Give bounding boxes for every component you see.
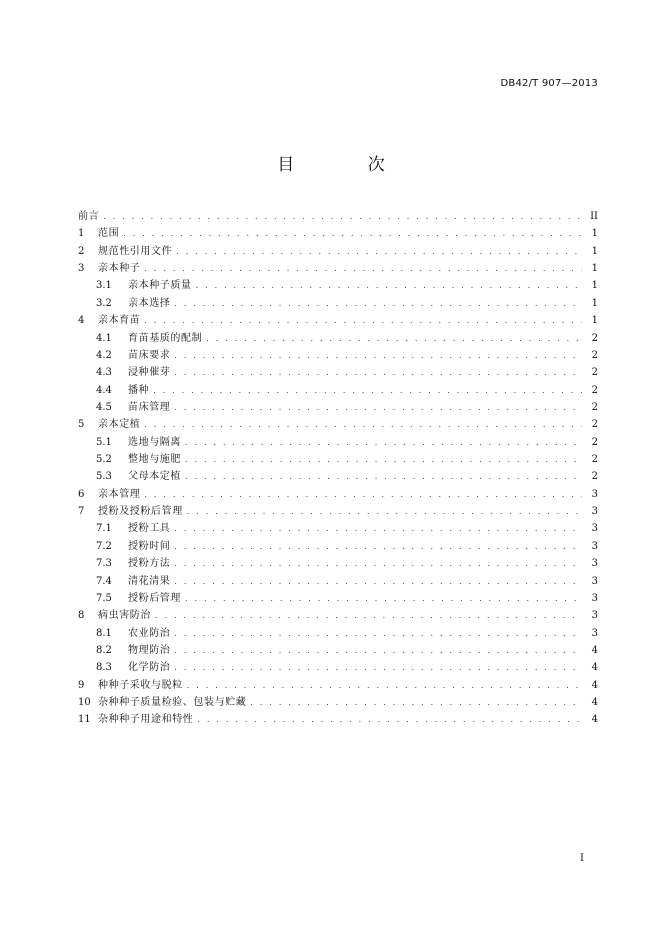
toc-entry-label: 亲本选择 [128, 297, 171, 309]
toc-leader-dots [187, 677, 582, 694]
toc-entry[interactable] [78, 607, 598, 624]
toc-leader-dots [197, 711, 582, 728]
toc-entry-number: 7.5 [96, 592, 112, 604]
toc-entry-number: 11 [78, 714, 91, 726]
toc-entry-page: II [590, 211, 598, 222]
toc-leader-dots [144, 416, 582, 433]
toc-title: 目 次 [277, 155, 419, 175]
toc-entry-page: 4 [591, 679, 598, 691]
toc-entry-label: 种种子采收与脱粒 [98, 679, 183, 691]
toc-entry-page: 2 [591, 454, 598, 466]
toc-entry[interactable] [78, 468, 598, 485]
toc-entry-label: 范围 [98, 228, 120, 240]
toc-entry-number: 8.2 [96, 644, 112, 656]
toc-entry-number: 4.2 [96, 349, 112, 361]
toc-entry-page: 1 [591, 228, 598, 240]
toc-entry-label: 亲本种子质量 [128, 280, 192, 292]
toc-entry-page: 3 [591, 488, 598, 500]
toc-entry-label: 授粉方法 [128, 558, 171, 570]
toc-entry-number: 4.5 [96, 401, 112, 413]
toc-leader-dots [206, 330, 582, 347]
toc-entry-label: 杂种种子质量检验、包装与贮藏 [98, 697, 247, 709]
toc-entry-label: 亲本定植 [98, 419, 141, 431]
toc-entry-label: 浸种催芽 [128, 367, 171, 379]
toc-entry-label: 育苗基质的配制 [128, 332, 203, 344]
toc-entry-number: 3.1 [96, 280, 112, 292]
toc-leader-dots [153, 382, 582, 399]
table-of-contents [78, 208, 598, 729]
toc-entry-label: 整地与施肥 [128, 454, 181, 466]
toc-entry-label: 化学防治 [128, 662, 171, 674]
toc-entry[interactable] [78, 486, 598, 503]
toc-leader-dots [123, 225, 582, 242]
toc-leader-dots [174, 538, 582, 555]
toc-leader-dots [185, 451, 582, 468]
toc-entry-label: 亲本种子 [98, 263, 141, 275]
toc-entry-page: 3 [591, 506, 598, 518]
toc-leader-dots [174, 347, 582, 364]
toc-entry-label: 授粉及授粉后管理 [98, 506, 183, 518]
toc-entry[interactable] [78, 590, 598, 607]
toc-entry-number: 7.1 [96, 523, 112, 535]
toc-entry-number: 6 [78, 488, 85, 500]
toc-entry-number: 10 [78, 697, 91, 709]
toc-entry-number: 8.3 [96, 662, 112, 674]
toc-entry[interactable] [78, 312, 598, 329]
toc-entry-label: 父母本定植 [128, 471, 181, 483]
toc-leader-dots [174, 625, 582, 642]
toc-entry-page: 2 [591, 367, 598, 379]
toc-entry[interactable] [78, 711, 598, 728]
toc-entry-label: 病虫害防治 [98, 610, 151, 622]
toc-entry-label: 物理防治 [128, 644, 171, 656]
toc-leader-dots [174, 364, 582, 381]
toc-entry-page: 3 [591, 627, 598, 639]
toc-entry-number: 9 [78, 679, 85, 691]
toc-entry-page: 4 [591, 714, 598, 726]
toc-entry-page: 2 [591, 384, 598, 396]
toc-leader-dots [176, 243, 582, 260]
toc-entry-label: 农业防治 [128, 627, 171, 639]
toc-entry[interactable] [78, 208, 598, 225]
toc-entry-number: 4 [78, 315, 85, 327]
toc-leader-dots [250, 694, 582, 711]
toc-entry-label: 前言 [78, 211, 100, 222]
toc-entry-number: 4.3 [96, 367, 112, 379]
toc-entry[interactable] [78, 573, 598, 590]
toc-entry[interactable] [78, 243, 598, 260]
toc-entry[interactable] [78, 538, 598, 555]
standard-code: DB42/T 907—2013 [500, 78, 598, 89]
toc-entry[interactable] [78, 659, 598, 676]
toc-leader-dots [155, 607, 582, 624]
toc-entry-page: 3 [591, 592, 598, 604]
toc-entry-page: 2 [591, 401, 598, 413]
toc-leader-dots [187, 503, 582, 520]
toc-entry[interactable] [78, 399, 598, 416]
toc-entry-number: 4.4 [96, 384, 112, 396]
toc-entry[interactable] [78, 694, 598, 711]
toc-entry-label: 授粉工具 [128, 523, 171, 535]
toc-entry-page: 1 [591, 297, 598, 309]
toc-leader-dots [174, 295, 582, 312]
toc-entry-label: 规范性引用文件 [98, 245, 173, 257]
toc-leader-dots [174, 573, 582, 590]
page-number: I [580, 853, 584, 864]
toc-entry[interactable] [78, 225, 598, 242]
toc-entry[interactable] [78, 555, 598, 572]
toc-entry-page: 2 [591, 471, 598, 483]
toc-entry-number: 8 [78, 610, 85, 622]
toc-entry-page: 2 [591, 419, 598, 431]
toc-entry-page: 4 [591, 644, 598, 656]
toc-leader-dots [174, 399, 582, 416]
toc-entry-number: 4.1 [96, 332, 112, 344]
toc-entry-label: 苗床要求 [128, 349, 171, 361]
toc-entry-number: 5.3 [96, 471, 112, 483]
toc-entry[interactable] [78, 277, 598, 294]
toc-leader-dots [144, 312, 582, 329]
toc-entry-page: 4 [591, 697, 598, 709]
toc-entry-number: 2 [78, 245, 85, 257]
toc-entry-label: 苗床管理 [128, 401, 171, 413]
toc-entry-label: 播种 [128, 384, 150, 396]
toc-entry[interactable] [78, 451, 598, 468]
toc-entry[interactable] [78, 520, 598, 537]
toc-entry-page: 3 [591, 610, 598, 622]
toc-entry[interactable] [78, 642, 598, 659]
toc-entry-page: 3 [591, 540, 598, 552]
toc-entry-number: 5 [78, 419, 85, 431]
toc-entry[interactable] [78, 503, 598, 520]
toc-leader-dots [174, 520, 582, 537]
toc-entry-label: 清花清果 [128, 575, 171, 587]
toc-entry[interactable] [78, 382, 598, 399]
toc-entry-label: 杂种种子用途和特性 [98, 714, 194, 726]
toc-leader-dots [185, 590, 582, 607]
toc-leader-dots [103, 208, 582, 225]
toc-entry-label: 授粉后管理 [128, 592, 181, 604]
toc-entry[interactable] [78, 330, 598, 347]
toc-leader-dots [144, 260, 582, 277]
toc-entry-number: 3.2 [96, 297, 112, 309]
toc-entry-page: 1 [591, 315, 598, 327]
toc-entry-label: 亲本育苗 [98, 315, 141, 327]
toc-leader-dots [174, 555, 582, 572]
toc-entry[interactable] [78, 677, 598, 694]
toc-entry-page: 3 [591, 523, 598, 535]
toc-entry[interactable] [78, 625, 598, 642]
toc-entry-label: 授粉时间 [128, 540, 171, 552]
toc-entry-page: 4 [591, 662, 598, 674]
toc-entry-page: 3 [591, 558, 598, 570]
toc-leader-dots [174, 642, 582, 659]
toc-leader-dots [174, 659, 582, 676]
toc-entry[interactable] [78, 434, 598, 451]
toc-leader-dots [185, 434, 582, 451]
toc-entry-label: 选地与隔离 [128, 436, 181, 448]
toc-entry-number: 5.1 [96, 436, 112, 448]
toc-leader-dots [144, 486, 582, 503]
toc-entry-number: 7.3 [96, 558, 112, 570]
toc-entry[interactable] [78, 416, 598, 433]
toc-entry-page: 2 [591, 332, 598, 344]
toc-leader-dots [196, 277, 582, 294]
toc-entry[interactable] [78, 295, 598, 312]
toc-entry-number: 7 [78, 506, 85, 518]
toc-entry-number: 3 [78, 263, 85, 275]
toc-entry[interactable] [78, 260, 598, 277]
toc-entry-page: 3 [591, 575, 598, 587]
toc-entry-label: 亲本管理 [98, 488, 141, 500]
toc-entry-number: 1 [78, 228, 85, 240]
toc-entry-page: 2 [591, 436, 598, 448]
toc-entry-page: 2 [591, 349, 598, 361]
toc-entry-number: 7.4 [96, 575, 112, 587]
toc-entry-number: 5.2 [96, 454, 112, 466]
toc-entry-number: 8.1 [96, 627, 112, 639]
toc-entry-page: 1 [591, 245, 598, 257]
toc-entry-page: 1 [591, 263, 598, 275]
toc-entry-number: 7.2 [96, 540, 112, 552]
toc-leader-dots [185, 468, 582, 485]
toc-entry[interactable] [78, 364, 598, 381]
toc-entry-page: 1 [591, 280, 598, 292]
toc-entry[interactable] [78, 347, 598, 364]
